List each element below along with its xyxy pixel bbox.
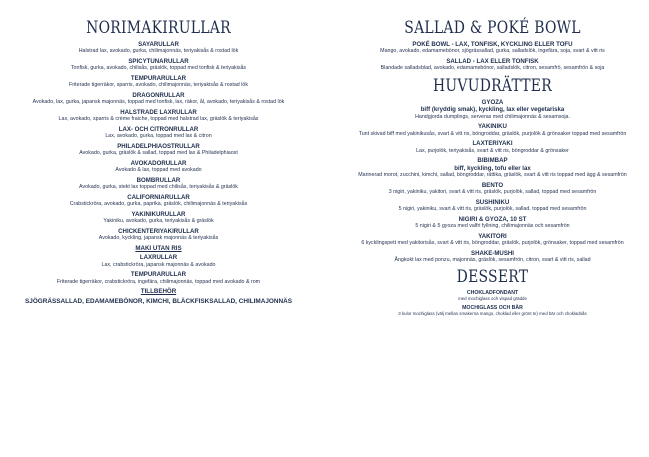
- menu-item: [6, 58, 311, 72]
- menu-item: [340, 157, 645, 178]
- left-column: [6, 14, 311, 306]
- menu-item-name: YAKITORI: [478, 232, 507, 240]
- menu-item-description: Avokado, gurka, gräslök & sallad, toppad med lax & Philadelphiaost: [79, 150, 238, 157]
- menu-item: [6, 143, 311, 157]
- menu-item-name: POKÉ BOWL - LAX, TONFISK, KYCKLING ELLER TOFU: [412, 41, 573, 48]
- huvudratter-list: [340, 99, 645, 264]
- menu-item-description: Lax, avokado, sparris & crème fraiche, toppad med halstrad lax, gräslök & teriyakisås: [58, 116, 259, 123]
- menu-item: [340, 182, 645, 196]
- menu-item-name: NIGIRI & GYOZA, 10 ST: [458, 215, 527, 223]
- maki-utan-ris-list: [6, 254, 311, 285]
- menu-item-name: MOCHIGLASS OCH BÄR: [462, 304, 523, 311]
- menu-item-description: Friterade tigerräkor, sparris, avokado, chilimajonnäs, teriyakisås & rostad lök: [69, 82, 248, 89]
- menu-item-description: Handgjorda dumplings, serveras med chilimajonnäs & sesamsoja.: [415, 113, 570, 120]
- menu-item-description: Avokado, kyckling, japansk majonnäs & teriyakisås: [98, 235, 219, 242]
- tillbehor-heading: TILLBEHÖR: [140, 288, 177, 296]
- menu-item: [6, 109, 311, 123]
- menu-item-name: TEMPURARULLAR: [130, 271, 187, 279]
- menu-item: [340, 199, 645, 213]
- sallad-heading: SALLAD & POKÉ BOWL: [404, 18, 581, 38]
- menu-item: [340, 305, 645, 317]
- dessert-list: [340, 290, 645, 317]
- norimaki-heading: NORIMAKIRULLAR: [86, 18, 231, 38]
- menu-item: [6, 271, 311, 285]
- menu-item-description: Avokado, lax, gurka, japansk majonnäs, toppad med tonfisk, lax, räkor, ål, avokado, teriyakisås & rostad lök: [32, 99, 285, 106]
- menu-item-description: Friterade tigerräkor, crabstickröra, ingefära, chilimajonnäs, toppad med avokado & rom: [56, 278, 261, 285]
- menu-item-name: BIBIMBAP: [477, 157, 508, 165]
- menu-item: [340, 58, 645, 72]
- menu-item-description: 5 nigiri & 5 gyoza med valfri fyllning, chilimajonnäs och sesamfrön: [415, 223, 570, 230]
- menu-item: [6, 41, 311, 55]
- menu-item-name: TEMPURARULLAR: [130, 75, 187, 82]
- menu-item-options: biff (kryddig smak), kyckling, lax eller vegetariska: [420, 106, 565, 114]
- menu-item-description: Blandade salladsblad, avokado, edamamebönor, salladslök, citron, sesamfrö, sesamfrön & soja: [380, 65, 605, 72]
- menu-item: [6, 160, 311, 174]
- menu-item-name: SAYARULLAR: [138, 41, 179, 48]
- menu-item-name: SHAKE-MUSHI: [471, 249, 514, 257]
- menu-item: [340, 290, 645, 302]
- menu-item-name: AVOKADORULLAR: [130, 160, 187, 167]
- menu-item: [6, 92, 311, 106]
- menu-item: [6, 194, 311, 208]
- menu-item: [6, 126, 311, 140]
- menu-item-description: 3 kulor mochiglass (välj mellan smakerna mango, choklad eller grönt te) med bär och chokladsås: [398, 311, 587, 317]
- menu-item-name: LAXRULLAR: [139, 254, 178, 262]
- menu-item: [6, 254, 311, 268]
- menu-item-description: 6 kycklingspett med yakitorisås, svart & vitt ris, böngroddar, gräslök, purjolök, grönsaker, toppad med sesamfrön: [361, 240, 624, 247]
- menu-item-name: SALLAD - LAX ELLER TONFISK: [446, 58, 539, 65]
- menu-item-description: Avokado, gurka, stekt lax toppad med chilisås, teriyakisås & gräslök: [79, 184, 238, 191]
- menu-item-description: 3 nigiri, yakiniku, yakitori, svart & vitt ris, gräslök, purjolök, sallad, toppad med sesamfrön: [388, 189, 597, 196]
- menu-item: [340, 123, 645, 137]
- menu-item: [340, 99, 645, 120]
- sallad-list: [340, 41, 645, 72]
- menu-item-description: Yakiniku, avokado, gurka, teriyakisås & gräslök: [103, 218, 214, 225]
- tillbehor-list: SJÖGRÄSSALLAD, EDAMAMEBÖNOR, KIMCHI, BLÄCKFISKSALLAD, CHILIMAJONNÄS: [25, 297, 292, 305]
- menu-item-name: CHOKLADFONDANT: [466, 289, 519, 296]
- menu-item: [340, 216, 645, 230]
- menu-item-name: BOMBRULLAR: [136, 177, 181, 184]
- menu-item-name: LAX- OCH CITRONRULLAR: [118, 126, 199, 133]
- menu-item-name: BENTO: [481, 181, 504, 189]
- menu-item-description: Lax, purjolök, teriyakisås, svart & vitt ris, böngroddar & grönsaker: [416, 147, 569, 154]
- menu-item-description: Tonfisk, gurka, avokado, chilisås, gräslök, toppad med tonfisk & teriyakisås: [70, 65, 247, 72]
- menu-item-name: CALIFORNIARULLAR: [127, 194, 190, 201]
- menu-item-description: Crabstickröra, avokado, gurka, paprika, gräslök, chilimajonnäs & teriyakisås: [69, 201, 248, 208]
- menu-item-description: Avokado & lax, toppad med avokado: [115, 167, 202, 174]
- menu-item-name: HALSTRADE LAXRULLAR: [120, 109, 197, 116]
- menu-item-name: SUSHINIKU: [475, 198, 510, 206]
- menu-item: [6, 228, 311, 242]
- menu-item: [340, 41, 645, 55]
- menu-item: [6, 177, 311, 191]
- menu-item-description: med mochiglass och vispad grädde: [458, 296, 527, 302]
- menu-item-name: YAKINIKURULLAR: [131, 211, 186, 218]
- menu-item: [340, 233, 645, 247]
- menu-item-name: CHICKENTERIYAKIRULLAR: [118, 228, 199, 235]
- dessert-heading: DESSERT: [456, 266, 529, 287]
- menu-item-description: 5 nigiri, yakiniku, svart & vitt ris, gräslök, purjolök, sallad, toppad med sesamfrön: [398, 206, 587, 213]
- menu-item-name: YAKINIKU: [478, 123, 507, 131]
- huvudratter-heading: HUVUDRÄTTER: [433, 76, 552, 96]
- menu-item-name: GYOZA: [481, 99, 504, 106]
- menu-item-description: Tunt skivad biff med yakinikusås, svart & vitt ris, böngroddar, gräslök, purjolök & grönsaker toppad med sesamfrön: [358, 130, 627, 137]
- menu-item-description: Ångkokt lax med ponzu, majonnäs, gräslök, sesamfrön, citron, svart & vitt ris, sallad: [394, 257, 591, 264]
- menu-item-name: SPICYTUNARULLAR: [128, 58, 189, 65]
- menu-item-options: biff, kyckling, tofu eller lax: [454, 164, 531, 172]
- menu-item-description: Lax, crabstickröra, japansk majonnäs & avokado: [101, 261, 216, 268]
- menu-item-name: DRAGONRULLAR: [132, 92, 185, 99]
- maki-utan-ris-heading: MAKI UTAN RIS: [135, 245, 182, 252]
- menu-item: [340, 250, 645, 264]
- menu-item-description: Mango, avokado, edamamebönor, sjögrässallad, gurka, salladslök, ingefära, soja, svart & vitt ris: [380, 48, 605, 55]
- menu-item-description: Marinerad morot, zucchini, kimchi, sallad, böngroddar, rättika, gräslök, svart & vitt ris toppad med ägg & sesamfrön: [358, 172, 627, 179]
- menu-item: [6, 75, 311, 89]
- menu-item-name: PHILADELPHIAOSTRULLAR: [117, 143, 200, 150]
- menu-item-name: LAXTERIYAKI: [472, 140, 513, 148]
- menu-item-description: Halstrad lax, avokado, gurka, chilimajonnäs, teriyakisås & rostad lök: [78, 48, 239, 55]
- menu-item: [340, 140, 645, 154]
- norimaki-list: [6, 41, 311, 242]
- menu-item: [6, 211, 311, 225]
- menu-item-description: Lax, avokado, gurka, toppad med lax & citron: [105, 133, 212, 140]
- right-column: [340, 14, 645, 320]
